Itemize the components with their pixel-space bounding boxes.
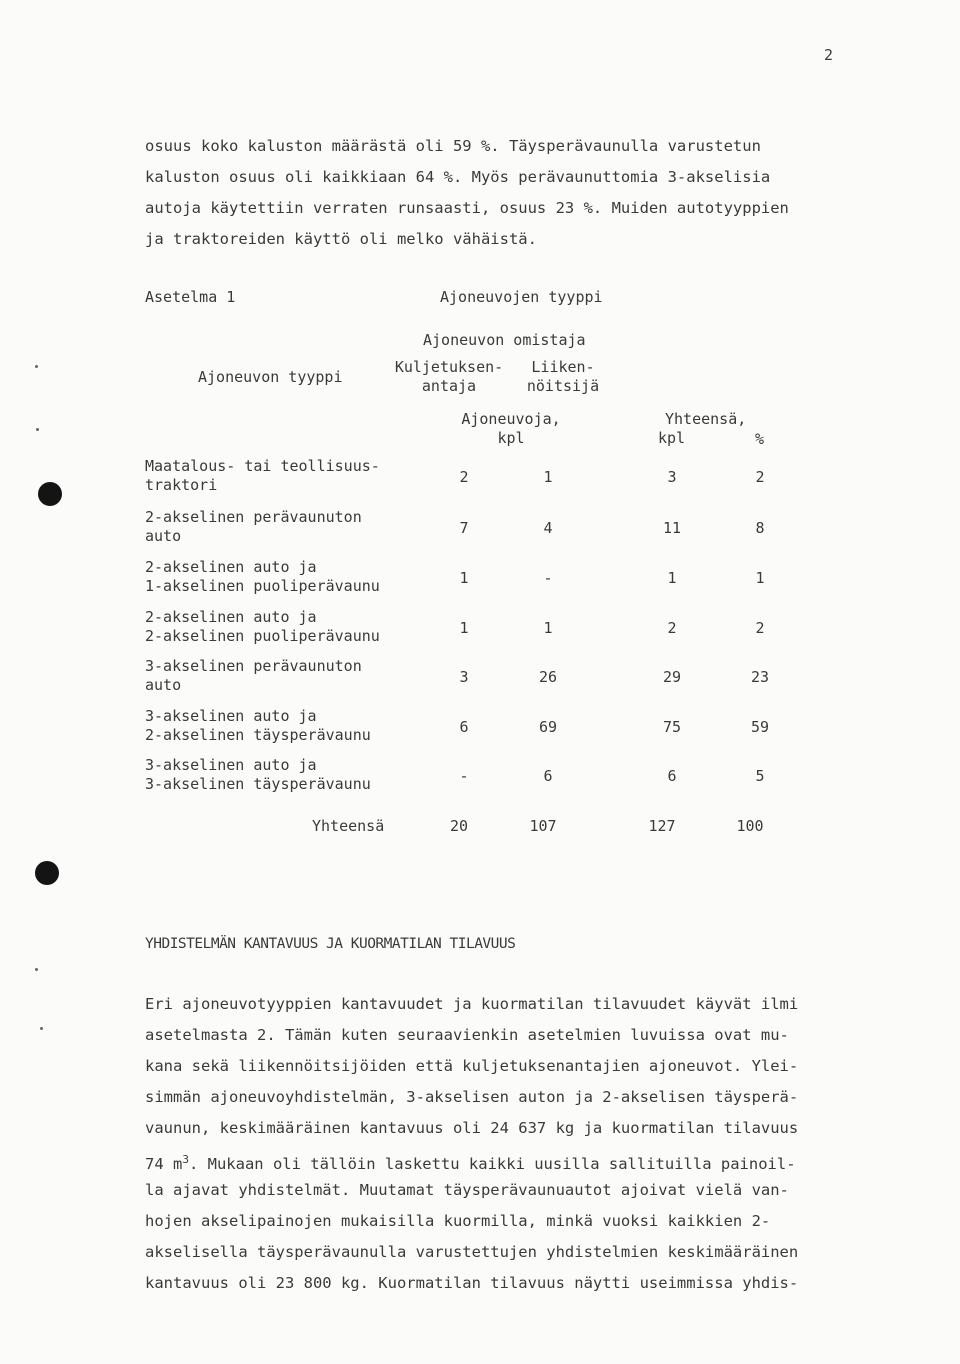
row-label: [145, 608, 380, 646]
intro-line: ja traktoreiden käyttö oli melko vähäistä.: [145, 230, 537, 248]
shipper-header-line: antaja: [421, 377, 477, 395]
cell-operator: 4: [543, 519, 553, 537]
cell-shipper: 1: [459, 619, 469, 637]
cell-total-percent: 8: [755, 519, 765, 537]
cell-total-percent: 23: [750, 668, 770, 686]
body-line: kana sekä liikennöitsijöiden että kuljetuksenantajien ajoneuvot. Ylei-: [145, 1057, 799, 1075]
row-label-line: 2-akselinen puoliperävaunu: [145, 627, 380, 645]
body-line: la ajavat yhdistelmät. Muutamat täysperävaunuautot ajoivat vielä van-: [145, 1181, 789, 1199]
row-label-line: auto: [145, 527, 182, 545]
body-line: hojen akselipainojen mukaisilla kuormilla, minkä vuoksi kaikkien 2-: [145, 1212, 771, 1230]
body-line: asetelmasta 2. Tämän kuten seuraavienkin asetelmien luvuissa ovat mu-: [145, 1026, 789, 1044]
row-label-line: auto: [145, 676, 182, 694]
row-label: [145, 707, 371, 745]
cell-total-percent: 2: [755, 619, 765, 637]
row-label: [145, 508, 362, 546]
row-label: [145, 558, 380, 596]
cell-operator: -: [543, 569, 553, 587]
body-line: vaunun, keskimääräinen kantavuus oli 24 637 kg ja kuormatilan tilavuus: [145, 1119, 799, 1137]
page-number: 2: [824, 46, 834, 64]
vehicles-header-line: kpl: [497, 429, 525, 447]
cell-total-kpl: 127: [648, 817, 676, 835]
cell-operator: 26: [538, 668, 558, 686]
intro-line: autoja käytettiin verraten runsaasti, osuus 23 %. Muiden autotyyppien: [145, 199, 789, 217]
cell-operator: 6: [543, 767, 553, 785]
total-header-line: kpl: [658, 429, 686, 447]
row-label-line: Maatalous- tai teollisuus-: [145, 457, 380, 475]
cell-total-percent: 59: [750, 718, 770, 736]
cell-operator: 69: [538, 718, 558, 736]
shipper-header-line: Kuljetuksen-: [394, 358, 504, 376]
row-label: [145, 657, 362, 695]
row-label: [145, 756, 371, 794]
cell-operator: 1: [543, 619, 553, 637]
total-label: Yhteensä: [312, 817, 385, 835]
cell-shipper: -: [459, 767, 469, 785]
row-label-line: traktori: [145, 476, 218, 494]
speck: [35, 365, 38, 368]
speck: [36, 428, 39, 431]
total-header: [650, 410, 760, 448]
intro-line: osuus koko kaluston määrästä oli 59 %. Täysperävaunulla varustetun: [145, 137, 761, 155]
cubic-superscript: 3: [182, 1153, 189, 1166]
row-label-line: 3-akselinen perävaunuton: [145, 657, 362, 675]
cell-shipper: 20: [449, 817, 469, 835]
cell-operator: 1: [543, 468, 553, 486]
row-label-line: 2-akselinen perävaunuton: [145, 508, 362, 526]
vehicles-header-line: Ajoneuvoja,: [461, 410, 561, 428]
row-label-line: 3-akselinen auto ja: [145, 756, 317, 774]
body-line: Eri ajoneuvotyyppien kantavuudet ja kuormatilan tilavuudet käyvät ilmi: [145, 995, 799, 1013]
row-label-line: 1-akselinen puoliperävaunu: [145, 577, 380, 595]
cell-total-kpl: 11: [662, 519, 682, 537]
section-heading: YHDISTELMÄN KANTAVUUS JA KUORMATILAN TILAVUUS: [145, 936, 516, 952]
cell-total-kpl: 6: [667, 767, 677, 785]
row-label-line: 2-akselinen auto ja: [145, 608, 317, 626]
row-label-line: 3-akselinen auto ja: [145, 707, 317, 725]
cell-total-percent: 100: [736, 817, 764, 835]
cell-total-kpl: 2: [667, 619, 677, 637]
body-line: akselisella täysperävaunulla varustettujen yhdistelmien keskimääräinen: [145, 1243, 799, 1261]
table-title: Ajoneuvojen tyyppi: [440, 288, 603, 306]
cell-total-percent: 2: [755, 468, 765, 486]
cell-shipper: 3: [459, 668, 469, 686]
shipper-header: [390, 358, 508, 396]
operator-header-line: Liiken-: [531, 358, 595, 376]
vehicle-type-header: Ajoneuvon tyyppi: [198, 368, 343, 386]
volume-text-rest: . Mukaan oli tällöin laskettu kaikki uusilla sallituilla painoil-: [188, 1155, 796, 1174]
body-line: simmän ajoneuvoyhdistelmän, 3-akselisen auton ja 2-akselisen täysperä-: [145, 1088, 799, 1106]
speck: [35, 968, 38, 971]
cell-total-kpl: 29: [662, 668, 682, 686]
cell-shipper: 6: [459, 718, 469, 736]
cell-total-percent: 5: [755, 767, 765, 785]
binder-hole-bottom: [35, 861, 59, 885]
row-label-line: 3-akselinen täysperävaunu: [145, 775, 371, 793]
vehicles-header: [458, 410, 564, 448]
row-label-line: 2-akselinen täysperävaunu: [145, 726, 371, 744]
cell-total-kpl: 75: [662, 718, 682, 736]
volume-text: 74 m: [145, 1155, 183, 1174]
row-label: [145, 457, 380, 495]
cell-shipper: 1: [459, 569, 469, 587]
total-header-line: Yhteensä,: [665, 410, 747, 428]
cell-shipper: 7: [459, 519, 469, 537]
intro-paragraph: [145, 131, 789, 255]
cell-shipper: 2: [459, 468, 469, 486]
body-line: kantavuus oli 23 800 kg. Kuormatilan tilavuus näytti useimmissa yhdis-: [145, 1274, 799, 1292]
body-paragraph: [145, 989, 798, 1299]
owner-header: Ajoneuvon omistaja: [423, 331, 586, 349]
row-label-line: 2-akselinen auto ja: [145, 558, 317, 576]
operator-header: [518, 358, 608, 396]
cell-operator: 107: [529, 817, 557, 835]
speck: [40, 1027, 43, 1030]
binder-hole-top: [38, 482, 62, 506]
cell-total-kpl: 1: [667, 569, 677, 587]
cell-total-kpl: 3: [667, 468, 677, 486]
body-line-volume: [145, 1144, 798, 1175]
cell-total-percent: 1: [755, 569, 765, 587]
intro-line: kaluston osuus oli kaikkiaan 64 %. Myös perävaunuttomia 3-akselisia: [145, 168, 771, 186]
operator-header-line: nöitsijä: [526, 377, 600, 395]
table-caption: Asetelma 1: [145, 288, 236, 306]
percent-header: %: [755, 430, 765, 448]
